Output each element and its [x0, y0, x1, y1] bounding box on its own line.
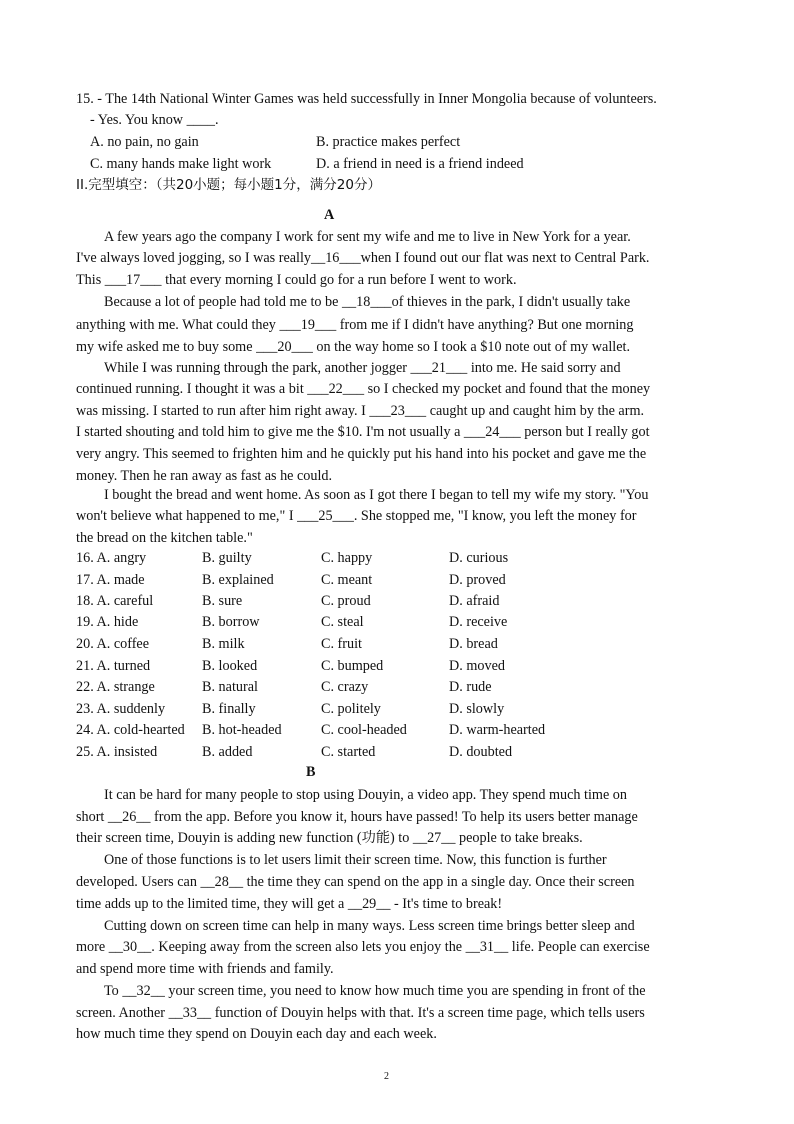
- passage-a-line: won't believe what happened to me," I ___25___. She stopped me, "I know, you left the money for: [76, 508, 637, 524]
- passage-a-line: I started shouting and told him to give me the $10. I'm not usually a ___24___ person but I really got: [76, 424, 650, 440]
- passage-a-line: continued running. I thought it was a bit ___22___ so I checked my pocket and found that the money: [76, 381, 651, 397]
- option-b: B. added: [202, 744, 253, 760]
- passage-b-label: B: [306, 764, 316, 780]
- option-c: C. politely: [321, 701, 381, 717]
- option-c: C. cool-headed: [321, 722, 407, 738]
- passage-a-line: was missing. I started to run after him right away. I ___23___ caught up and caught him by the arm.: [76, 403, 645, 419]
- option-a: 16. A. angry: [76, 550, 147, 566]
- option-d: D. warm-hearted: [449, 722, 546, 738]
- option-a: 17. A. made: [76, 572, 145, 588]
- option-d: D. doubted: [449, 744, 513, 760]
- passage-b-line: how much time they spend on Douyin each day and each week.: [76, 1026, 437, 1042]
- passage-a-line: money. Then he ran away as fast as he could.: [76, 468, 333, 484]
- passage-a-line: While I was running through the park, another jogger ___21___ into me. He said sorry and: [104, 360, 621, 376]
- q15-option-a: A. no pain, no gain: [90, 134, 199, 150]
- passage-b-line: To __32__ your screen time, you need to know how much time you are spending in front of the: [104, 983, 646, 999]
- q15-option-c: C. many hands make light work: [90, 156, 272, 172]
- option-d: D. afraid: [449, 593, 500, 609]
- option-a: 18. A. careful: [76, 593, 154, 609]
- option-b: B. finally: [202, 701, 256, 717]
- passage-a-label: A: [324, 207, 335, 223]
- q15-option-d: D. a friend in need is a friend indeed: [316, 156, 524, 172]
- passage-a-line: I've always loved jogging, so I was really__16___when I found out our flat was next to Central Park.: [76, 250, 650, 266]
- option-a: 21. A. turned: [76, 658, 151, 674]
- option-d: D. curious: [449, 550, 509, 566]
- passage-a-line: the bread on the kitchen table.": [76, 530, 253, 546]
- option-b: B. natural: [202, 679, 258, 695]
- section-title: II.完型填空：（共20小题；每小题1分，满分20分）: [76, 177, 381, 193]
- option-c: C. meant: [321, 572, 373, 588]
- passage-b-line: time adds up to the limited time, they will get a __29__ - It's time to break!: [76, 896, 503, 912]
- passage-a-line: I bought the bread and went home. As soon as I got there I began to tell my wife my story. "You: [104, 487, 649, 503]
- passage-b-line: It can be hard for many people to stop using Douyin, a video app. They spend much time on: [104, 787, 627, 803]
- page-number: 2: [384, 1071, 389, 1082]
- passage-a-line: very angry. This seemed to frighten him and he quickly put his hand into his pocket and gave me the: [76, 446, 647, 462]
- passage-b-line: their screen time, Douyin is adding new function (功能) to __27__ people to take breaks.: [76, 830, 583, 846]
- option-c: C. proud: [321, 593, 371, 609]
- option-b: B. hot-headed: [202, 722, 282, 738]
- passage-b-line: and spend more time with friends and family.: [76, 961, 334, 977]
- passage-b-line: One of those functions is to let users limit their screen time. Now, this function is further: [104, 852, 607, 868]
- option-d: D. moved: [449, 658, 505, 674]
- option-d: D. receive: [449, 614, 508, 630]
- passage-a-line: my wife asked me to buy some ___20___ on the way home so I took a $10 note out of my wallet.: [76, 339, 631, 355]
- option-c: C. steal: [321, 614, 364, 630]
- passage-a-line: Because a lot of people had told me to be __18___of thieves in the park, I didn't usually take: [104, 294, 631, 310]
- option-a: 20. A. coffee: [76, 636, 150, 652]
- option-d: D. proved: [449, 572, 506, 588]
- option-b: B. looked: [202, 658, 258, 674]
- passage-a-line: This ___17___ that every morning I could go for a run before I went to work.: [76, 272, 517, 288]
- q15-reply: - Yes. You know ____.: [90, 112, 219, 128]
- option-a: 19. A. hide: [76, 614, 139, 630]
- q15-option-b: B. practice makes perfect: [316, 134, 461, 150]
- passage-a-line: anything with me. What could they ___19___ from me if I didn't have anything? But one morning: [76, 317, 634, 333]
- option-b: B. sure: [202, 593, 243, 609]
- passage-b-line: short __26__ from the app. Before you know it, hours have passed! To help its users better manage: [76, 809, 638, 825]
- passage-b-line: more __30__. Keeping away from the screen also lets you enjoy the __31__ life. People can exercise: [76, 939, 650, 955]
- option-b: B. borrow: [202, 614, 260, 630]
- passage-b-line: screen. Another __33__ function of Douyin helps with that. It's a screen time page, which tells users: [76, 1005, 645, 1021]
- option-d: D. rude: [449, 679, 492, 695]
- option-a: 23. A. suddenly: [76, 701, 166, 717]
- option-b: B. guilty: [202, 550, 252, 566]
- option-d: D. slowly: [449, 701, 505, 717]
- passage-b-line: developed. Users can __28__ the time they can spend on the app in a single day. Once their screen: [76, 874, 635, 890]
- option-c: C. fruit: [321, 636, 362, 652]
- option-c: C. happy: [321, 550, 373, 566]
- option-d: D. bread: [449, 636, 498, 652]
- option-a: 22. A. strange: [76, 679, 155, 695]
- passage-a-line: A few years ago the company I work for sent my wife and me to live in New York for a year.: [104, 229, 631, 245]
- q15-stem: 15. - The 14th National Winter Games was held successfully in Inner Mongolia because of volunteers.: [76, 91, 657, 107]
- option-b: B. milk: [202, 636, 245, 652]
- option-c: C. crazy: [321, 679, 369, 695]
- option-b: B. explained: [202, 572, 274, 588]
- option-a: 24. A. cold-hearted: [76, 722, 185, 738]
- passage-b-line: Cutting down on screen time can help in many ways. Less screen time brings better sleep and: [104, 918, 635, 934]
- option-c: C. bumped: [321, 658, 384, 674]
- option-c: C. started: [321, 744, 376, 760]
- option-a: 25. A. insisted: [76, 744, 158, 760]
